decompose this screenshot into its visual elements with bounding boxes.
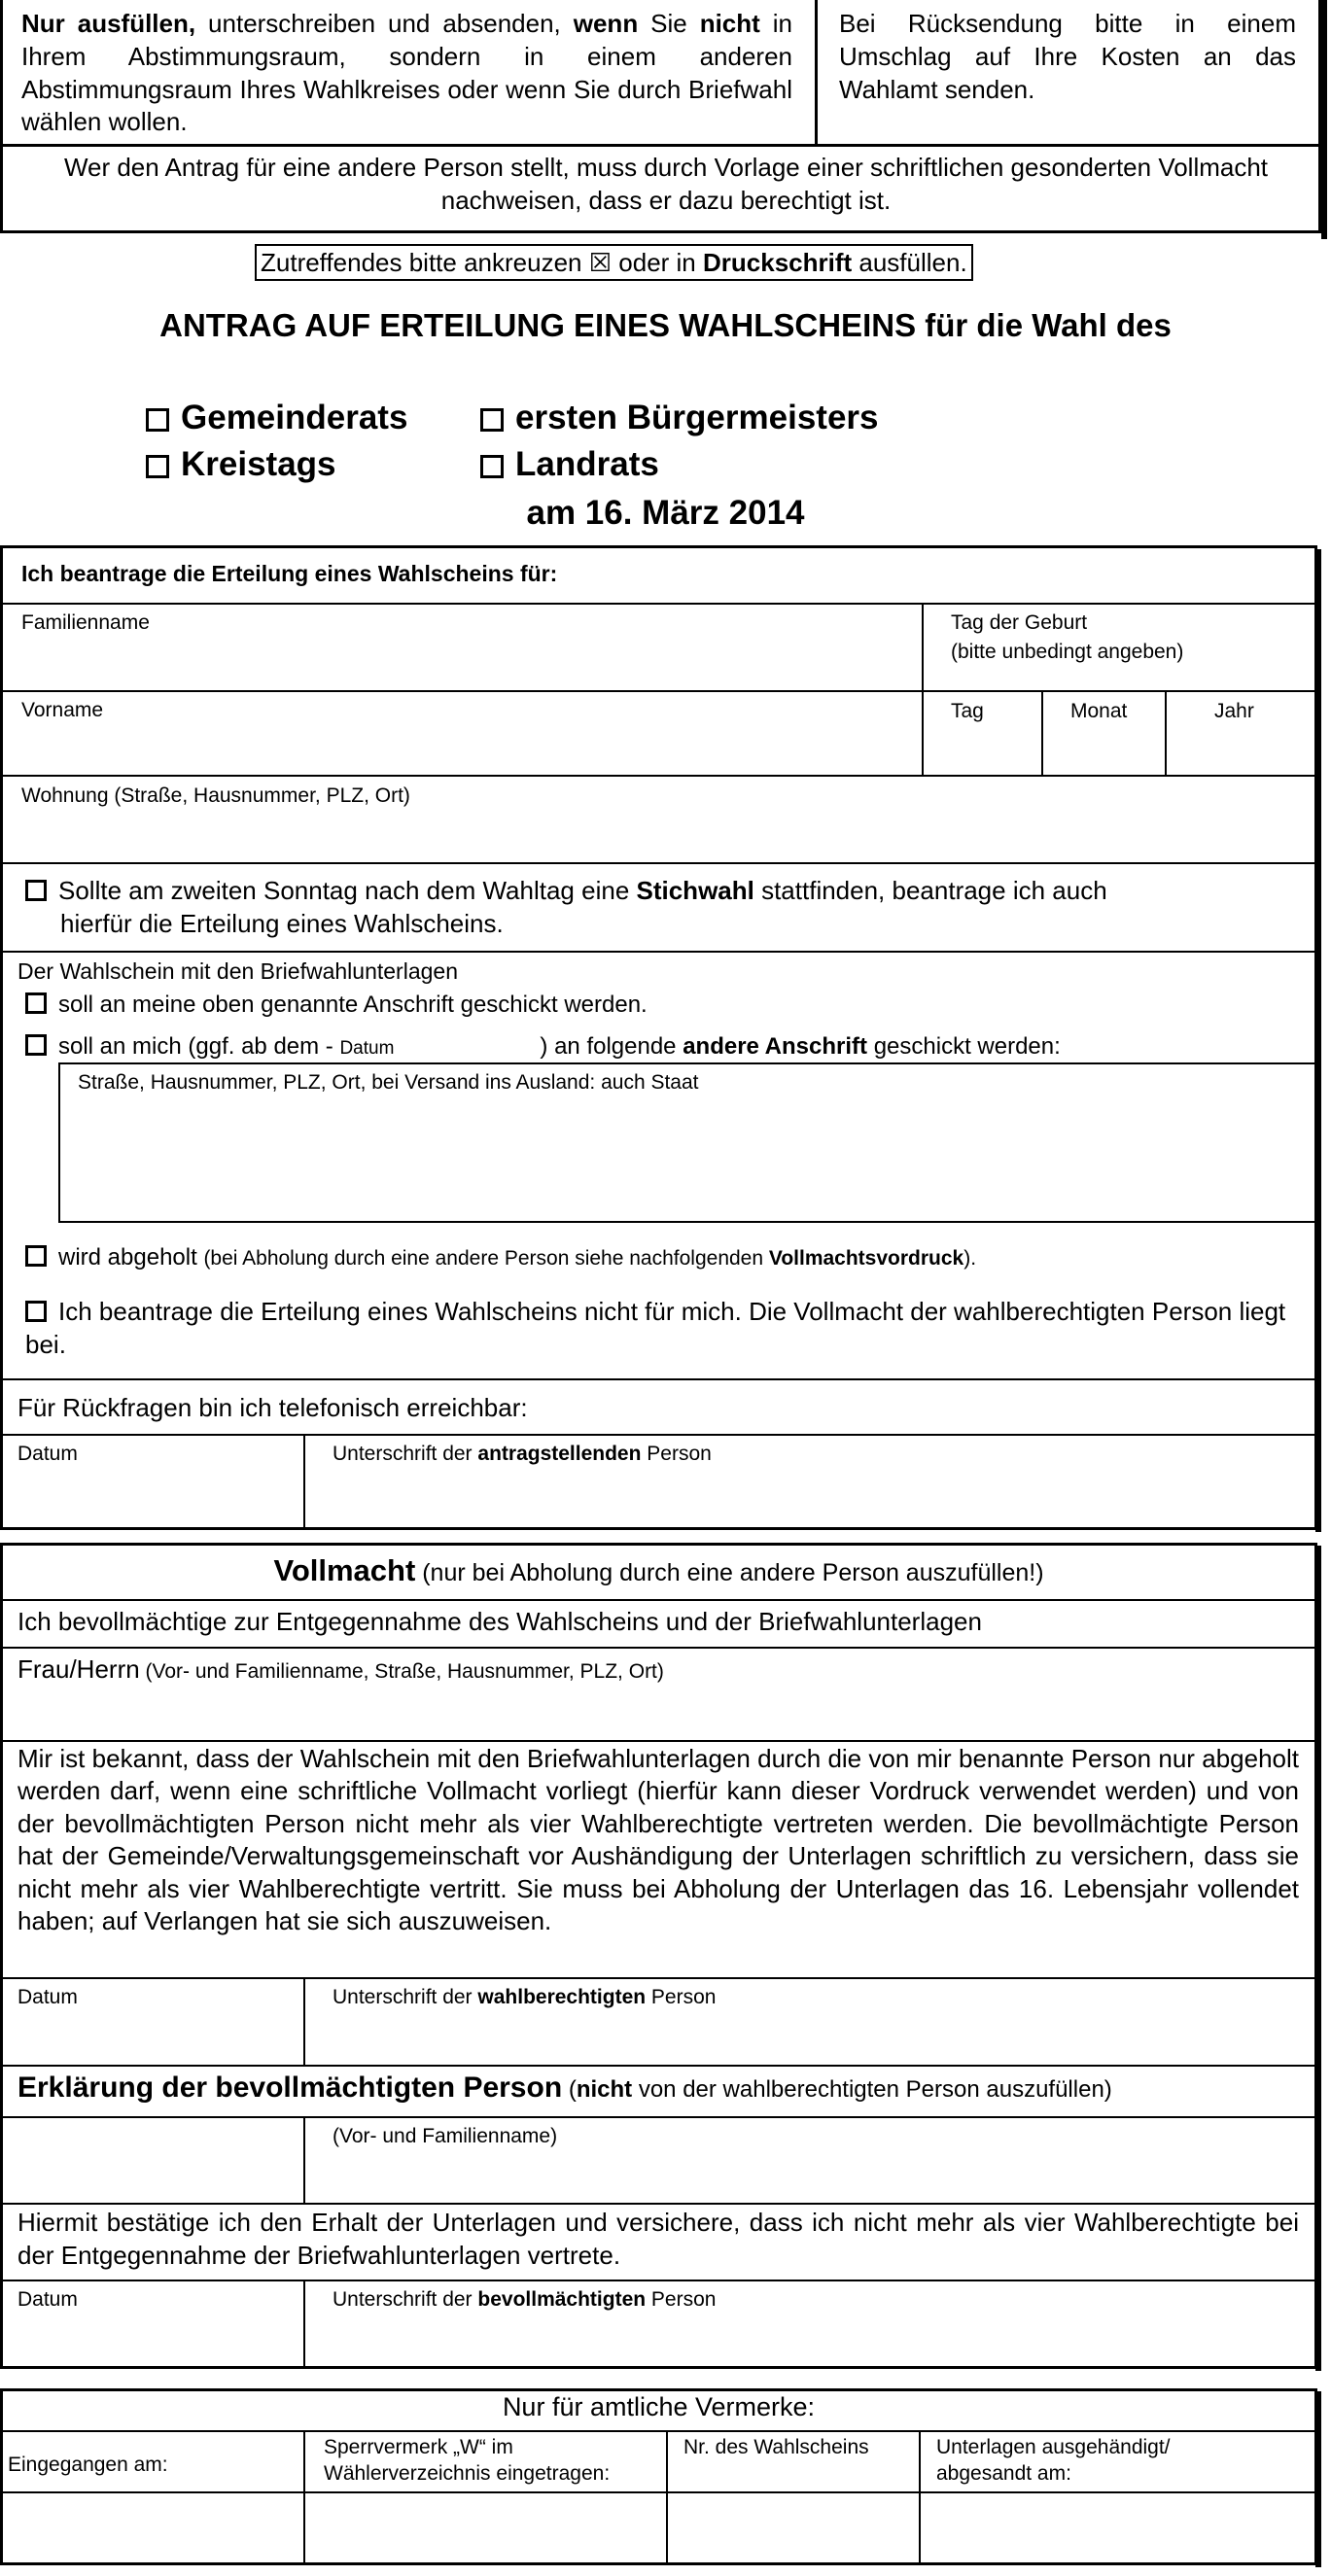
off-vline-3	[919, 2430, 921, 2563]
app-line-6	[0, 1378, 1317, 1380]
landrat-checkbox[interactable]	[480, 455, 504, 478]
app-date-label: Datum	[18, 1443, 78, 1465]
vm-line-7	[0, 2203, 1317, 2205]
erklaerung-title: Erklärung der bevollmächtigten Person (nicht von der wahlberechtigten Person auszufüllen)	[18, 2071, 1112, 2104]
handed-field[interactable]	[923, 2494, 1312, 2560]
buergermeister-checkbox[interactable]	[480, 408, 504, 432]
app-line-7	[0, 1434, 1317, 1436]
app-vline-birth	[922, 603, 924, 776]
runoff-option[interactable]: Sollte am zweiten Sonntag nach dem Wahltag eine Stichwahl stattfinden, beantrage ich auch hierfür die Erteilung eines Wahlscheins.	[25, 875, 1299, 941]
election-kreistag[interactable]: Kreistags	[146, 445, 336, 484]
vollmacht-paragraph: Mir ist bekannt, dass der Wahlschein mit den Briefwahlunterlagen durch die von mir benannte Person nur abgeholt werden darf, wenn eine schriftliche Vollmacht vorliegt (hierfür kann dieser Vordruck verwendet werden) und von der bevollmächtigten Person nicht mehr als vier Wahlberechtigte vertreten werden. Die bevollmächtigte Person hat der Gemeinde/Verwaltungsgemeinschaft vor Aushändigung der Unterlagen schriftlich zu versichern, dass sie nicht mehr als vier Wahlberechtigte vertritt. Sie muss bei Abholung der Unterlagen das 16. Lebensjahr vollendet haben; auf Verlangen hat sie sich auszuweisen.	[18, 1744, 1299, 1936]
top-box-shadow	[1321, 0, 1327, 239]
vm-date-label: Datum	[18, 1986, 78, 2008]
gemeinderat-checkbox[interactable]	[146, 408, 169, 432]
delivery-other-checkbox[interactable]	[25, 1034, 47, 1056]
official-title: Nur für amtliche Vermerke:	[502, 2392, 816, 2421]
app-vline-year	[1165, 690, 1167, 776]
election-date: am 16. März 2014	[526, 494, 805, 532]
app-date-field[interactable]	[4, 1466, 300, 1526]
vm-line-4	[0, 1977, 1317, 1979]
erk-date-field[interactable]	[4, 2312, 300, 2364]
frau-herrn-field[interactable]	[4, 1691, 1312, 1736]
address-label: Wohnung (Straße, Hausnummer, PLZ, Ort)	[21, 784, 410, 807]
app-vline-month	[1041, 690, 1043, 776]
off-line-1	[0, 2430, 1317, 2432]
erk-signature-field[interactable]	[307, 2312, 1313, 2364]
birth-date-label: Tag der Geburt	[951, 611, 1088, 634]
frau-herrn-label: Frau/Herrn (Vor- und Familienname, Straße, Hausnummer, PLZ, Ort)	[18, 1654, 664, 1684]
not-for-me-option[interactable]: Ich beantrage die Erteilung eines Wahlscheins nicht für mich. Die Vollmacht der wahlberechtigten Person liegt bei.	[25, 1297, 1286, 1359]
vm-line-8	[0, 2280, 1317, 2281]
vm-date-field[interactable]	[4, 2008, 300, 2063]
application-header: Ich beantrage die Erteilung eines Wahlscheins für:	[21, 561, 558, 586]
vm-signature-label: Unterschrift der wahlberechtigten Person	[333, 1986, 717, 2008]
vm-line-3	[0, 1740, 1317, 1742]
address-field[interactable]	[4, 807, 1312, 860]
proxy-note: Wer den Antrag für eine andere Person stellt, muss durch Vorlage einer schriftlichen gesonderten Vollmacht nachweisen, dass er dazu berechtigt ist.	[63, 153, 1269, 215]
election-gemeinderat[interactable]: Gemeinderats	[146, 399, 407, 437]
delivery-other-option[interactable]: soll an mich (ggf. ab dem - Datum ) an folgende andere Anschrift geschickt werden:	[25, 1033, 1061, 1061]
app-vline-sig	[303, 1434, 305, 1530]
runoff-checkbox[interactable]	[25, 880, 47, 901]
phone-label: Für Rückfragen bin ich telefonisch erreichbar:	[18, 1393, 528, 1422]
vm-line-6	[0, 2116, 1317, 2118]
erk-signature-label: Unterschrift der bevollmächtigten Person	[333, 2288, 717, 2311]
app-line-3	[0, 775, 1317, 777]
checked-box-icon: ☒	[588, 248, 613, 277]
vm-line-2	[0, 1647, 1317, 1649]
erklaerung-name-label: (Vor- und Familienname)	[333, 2125, 558, 2147]
off-vline-2	[666, 2430, 668, 2563]
family-name-field[interactable]	[4, 632, 918, 687]
top-box-hline	[0, 144, 1321, 147]
year-label: Jahr	[1214, 700, 1254, 722]
erklaerung-name-field[interactable]	[307, 2150, 1313, 2201]
vollmacht-box-shadow	[1315, 1546, 1321, 2371]
received-field[interactable]	[4, 2494, 300, 2560]
vm-vline-sig1	[303, 1977, 305, 2066]
form-title: ANTRAG AUF ERTEILUNG EINES WAHLSCHEINS für die Wahl des	[159, 307, 1172, 343]
vollmacht-authorize: Ich bevollmächtige zur Entgegennahme des Wahlscheins und der Briefwahlunterlagen	[18, 1607, 982, 1636]
election-buergermeister[interactable]: ersten Bürgermeisters	[480, 399, 879, 437]
erklaerung-blank-cell[interactable]	[4, 2119, 300, 2201]
instruction-line: Zutreffendes bitte ankreuzen ☒ oder in Druckschrift ausfüllen.	[255, 244, 973, 281]
app-signature-field[interactable]	[307, 1466, 1313, 1526]
vm-vline-name	[303, 2116, 305, 2204]
app-line-1	[0, 603, 1317, 605]
birth-date-note: (bitte unbedingt angeben)	[951, 641, 1184, 663]
app-line-2	[0, 690, 1317, 692]
election-landrat[interactable]: Landrats	[480, 445, 659, 484]
ws-number-label: Nr. des Wahlscheins	[683, 2436, 869, 2458]
sperrvermerk-field[interactable]	[307, 2494, 663, 2560]
vm-line-5	[0, 2065, 1317, 2067]
vm-vline-sig2	[303, 2280, 305, 2369]
delivery-home-checkbox[interactable]	[25, 992, 47, 1014]
month-label: Monat	[1070, 700, 1128, 722]
pickup-checkbox[interactable]	[25, 1245, 47, 1267]
day-label: Tag	[951, 700, 984, 722]
off-vline-1	[303, 2430, 305, 2563]
other-address-label: Straße, Hausnummer, PLZ, Ort, bei Versand ins Ausland: auch Staat	[78, 1071, 699, 1094]
sperrvermerk-label: Sperrvermerk „W“ im Wählerverzeichnis eingetragen:	[324, 2436, 611, 2486]
app-line-5	[0, 951, 1317, 953]
top-left-notice: Nur ausfüllen, unterschreiben und absenden, wenn Sie nicht in Ihrem Abstimmungsraum, sondern in einem anderen Abstimmungsraum Ihres Wahlkreises oder wenn Sie durch Briefwahl wählen wollen.	[21, 9, 793, 137]
received-label: Eingegangen am:	[8, 2454, 168, 2476]
not-for-me-checkbox[interactable]	[25, 1301, 47, 1322]
off-line-2	[0, 2491, 1317, 2493]
delivery-home-option[interactable]: soll an meine oben genannte Anschrift geschickt werden.	[25, 992, 648, 1019]
top-right-notice: Bei Rücksendung bitte in einem Umschlag auf Ihre Kosten an das Wahlamt senden.	[839, 9, 1296, 104]
vollmacht-title: Vollmacht (nur bei Abholung durch eine andere Person auszufüllen!)	[273, 1553, 1044, 1587]
kreistag-checkbox[interactable]	[146, 455, 169, 478]
first-name-label: Vorname	[21, 699, 104, 721]
delivery-header: Der Wahlschein mit den Briefwahlunterlagen	[18, 958, 458, 984]
handed-label: Unterlagen ausgehändigt/ abgesandt am:	[936, 2436, 1171, 2486]
pickup-option[interactable]: wird abgeholt (bei Abholung durch eine andere Person siehe nachfolgenden Vollmachtsvordruck).	[25, 1244, 976, 1271]
top-box-divider	[815, 0, 818, 144]
erklaerung-paragraph: Hiermit bestätige ich den Erhalt der Unterlagen und versichere, dass ich nicht mehr als vier Wahlberechtigte bei der Entgegennahme der Briefwahlunterlagen vertrete.	[18, 2208, 1299, 2270]
erk-date-label: Datum	[18, 2288, 78, 2311]
ws-number-field[interactable]	[670, 2494, 916, 2560]
app-line-4	[0, 862, 1317, 864]
vm-line-1	[0, 1599, 1317, 1601]
app-signature-label: Unterschrift der antragstellenden Person	[333, 1443, 712, 1465]
vm-signature-field[interactable]	[307, 2008, 1313, 2063]
family-name-label: Familienname	[21, 611, 150, 634]
first-name-field[interactable]	[4, 721, 918, 774]
application-box-shadow	[1315, 549, 1321, 1532]
